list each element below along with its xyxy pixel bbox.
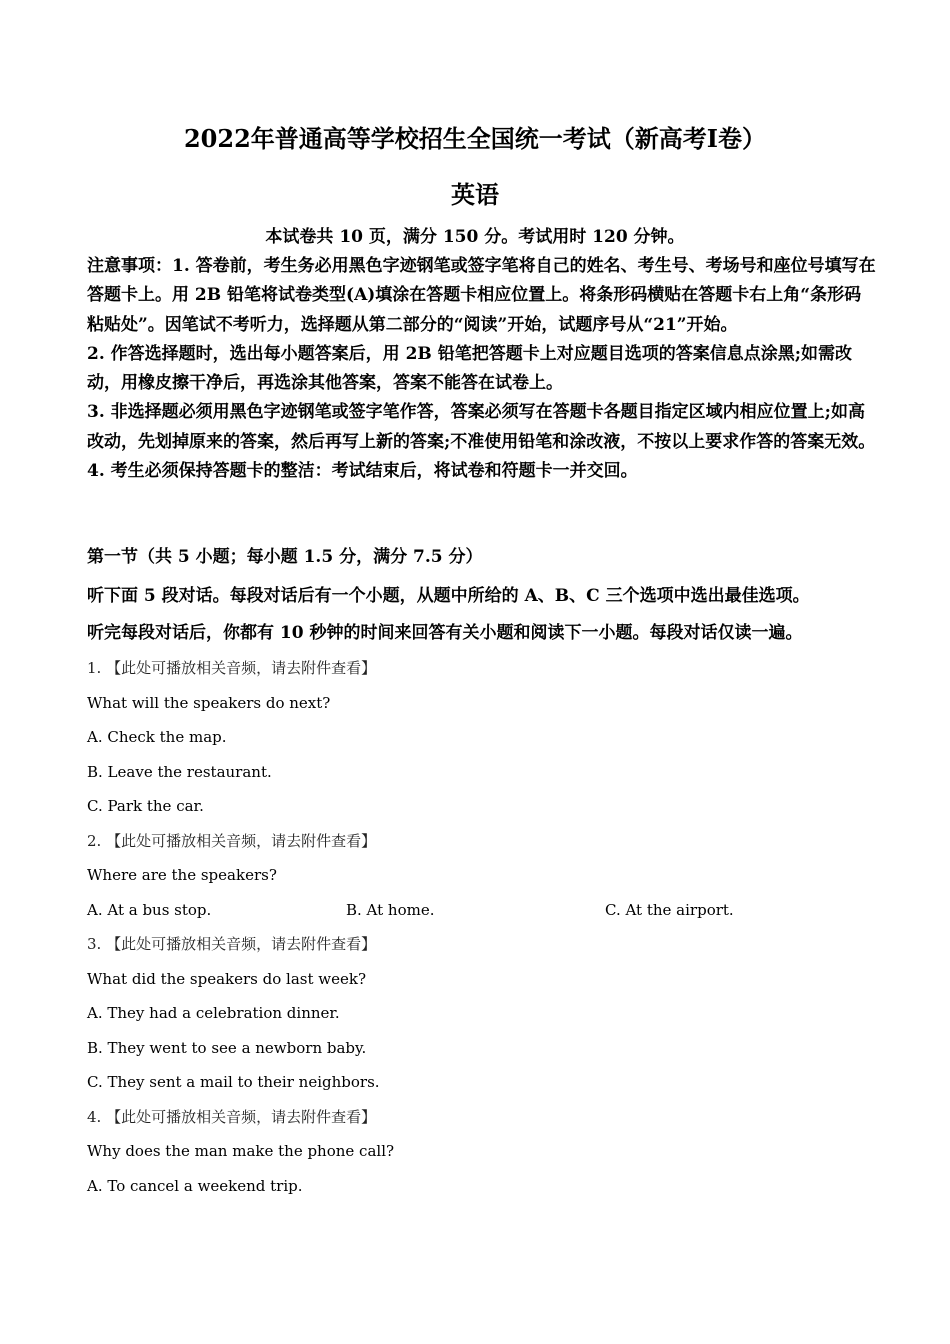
- question-1-option-a: A. Check the map.: [87, 728, 227, 746]
- question-list: [87, 651, 877, 1203]
- section-instructions: [87, 578, 887, 652]
- note-1: 注意事项：1. 答卷前，考生务必用黑色字迹钢笔或签字笔将自己的姓名、考生号、考场号和座位号填写在答题卡上。用 2B 铅笔将试卷类型(A)填涂在答题卡相应位置上。将条形码横贴在答题卡右上角“条形码粘贴处”。因笔试不考听力，选择题从第二部分的“阅读”开始，试题序号从“21”开始。: [87, 256, 876, 335]
- note-4: 4. 考生必须保持答题卡的整洁：考试结束后，将试卷和符题卡一并交回。: [87, 461, 638, 482]
- question-4-text: Why does the man make the phone call?: [87, 1142, 395, 1160]
- question-2-option-c: C. At the airport.: [605, 900, 734, 919]
- exam-notes: [87, 252, 877, 486]
- question-3-option-a: A. They had a celebration dinner.: [87, 1004, 340, 1022]
- question-3-audio-link[interactable]: 3. 【此处可播放相关音频，请去附件查看】: [87, 935, 377, 953]
- note-3: 3. 非选择题必须用黑色字迹钢笔或签字笔作答，答案必须写在答题卡各题目指定区域内相应位置上;如高改动，先划掉原来的答案，然后再写上新的答案;不准使用铅笔和涂改液，不按以上要求作答的答案无效。: [87, 402, 876, 452]
- subject-title: 英语: [451, 180, 499, 209]
- question-1-option-c: C. Park the car.: [87, 797, 204, 815]
- question-1-option-b: B. Leave the restaurant.: [87, 762, 272, 781]
- question-3-option-b: B. They went to see a newborn baby.: [87, 1038, 367, 1057]
- question-2-option-b: B. At home.: [346, 900, 435, 919]
- section-title: 第一节（共 5 小题；每小题 1.5 分，满分 7.5 分）: [87, 547, 483, 567]
- instruction-2: 听完每段对话后，你都有 10 秒钟的时间来回答有关小题和阅读下一小题。每段对话仅读一遍。: [87, 623, 803, 643]
- instruction-1: 听下面 5 段对话。每段对话后有一个小题，从题中所给的 A、B、C 三个选项中选出最佳选项。: [87, 586, 810, 606]
- exam-title: 2022年普通高等学校招生全国统一考试（新高考Ⅰ卷）: [183, 124, 767, 153]
- question-2-text: Where are the speakers?: [87, 866, 277, 884]
- exam-summary: 本试卷共 10 页，满分 150 分。考试用时 120 分钟。: [265, 227, 685, 247]
- question-4-option-a: A. To cancel a weekend trip.: [87, 1176, 303, 1195]
- question-1-audio-link[interactable]: 1. 【此处可播放相关音频，请去附件查看】: [87, 659, 377, 677]
- question-2-audio-link[interactable]: 2. 【此处可播放相关音频，请去附件查看】: [87, 831, 377, 850]
- question-1-text: What will the speakers do next?: [87, 693, 331, 712]
- question-3-option-c: C. They sent a mail to their neighbors.: [87, 1073, 380, 1091]
- question-2-options: [87, 893, 877, 928]
- question-4-audio-link[interactable]: 4. 【此处可播放相关音频，请去附件查看】: [87, 1107, 377, 1126]
- question-3-text: What did the speakers do last week?: [87, 969, 367, 988]
- note-2: 2. 作答选择题时，选出每小题答案后，用 2B 铅笔把答题卡上对应题目选项的答案信息点涂黑;如需改动，用橡皮擦干净后，再选涂其他答案，答案不能答在试卷上。: [87, 343, 852, 394]
- question-2-option-a: A. At a bus stop.: [87, 900, 212, 919]
